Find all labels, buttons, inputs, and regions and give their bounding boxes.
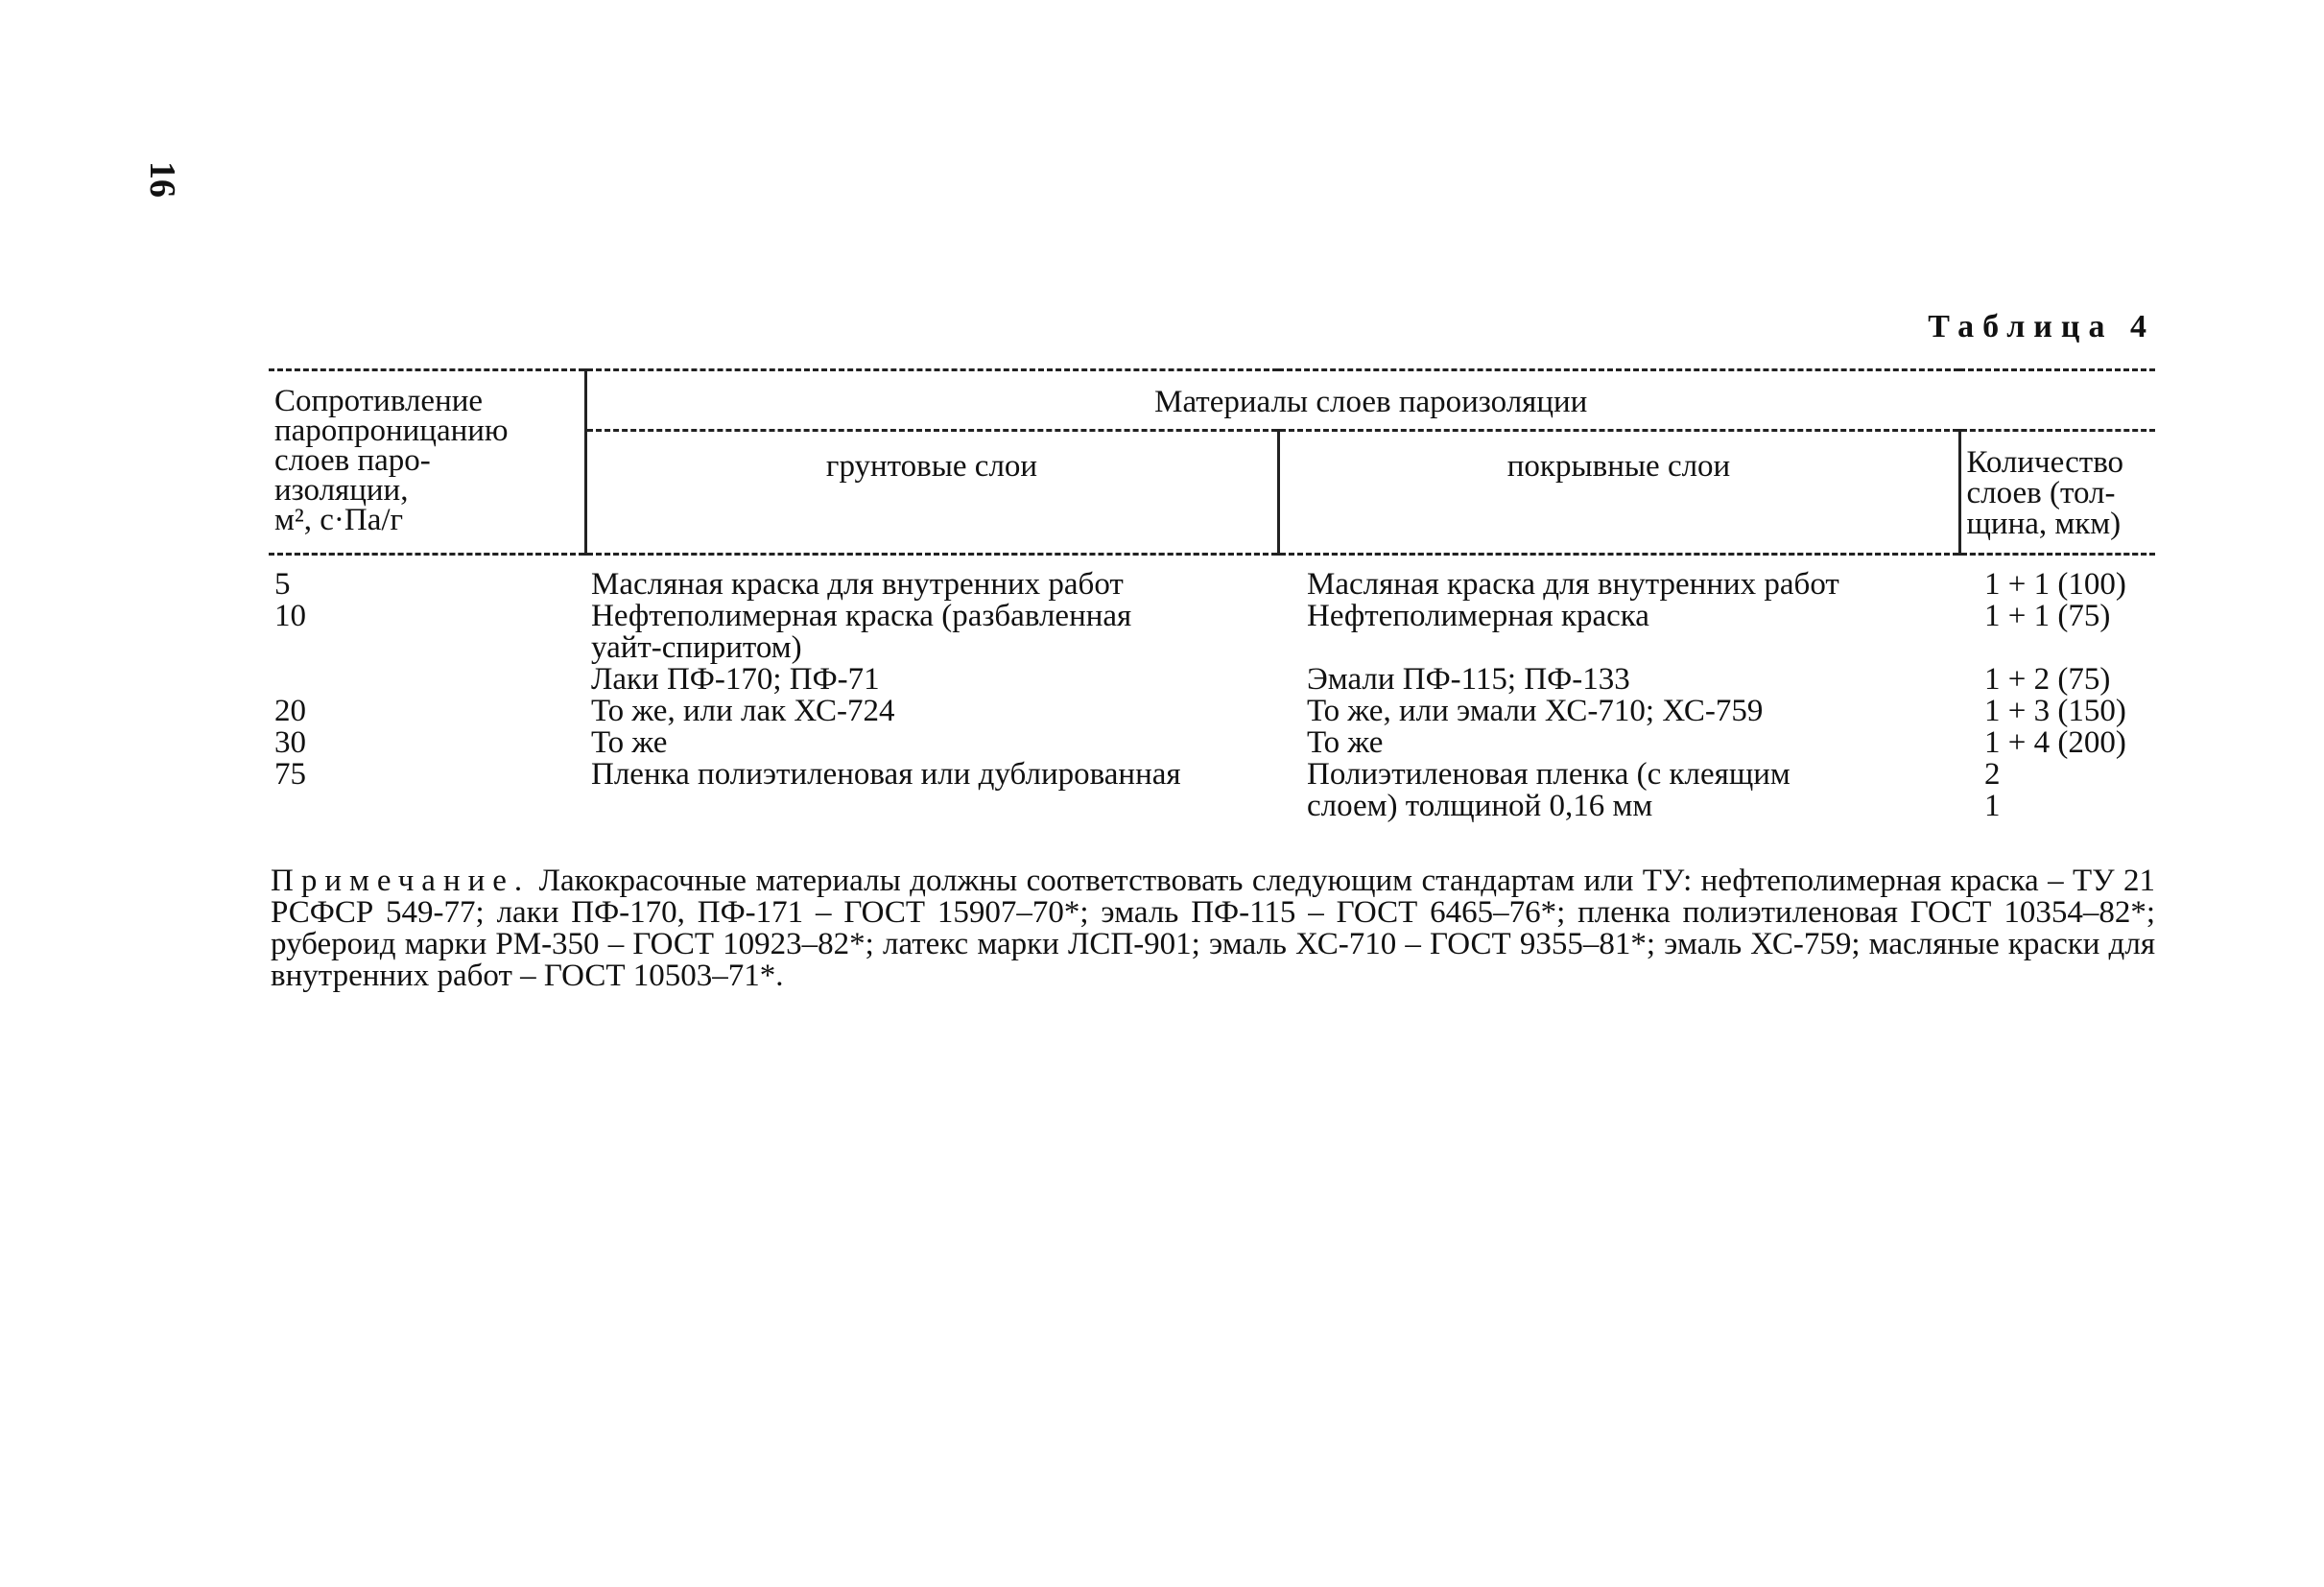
header-resistance-line: паропроницанию: [274, 414, 509, 448]
table-row: [269, 696, 2155, 727]
table-row: [269, 555, 2155, 602]
header-materials-group: Материалы слоев пароизоляции: [585, 370, 2155, 431]
cell-primer: То же, или лак ХС-724: [591, 694, 895, 728]
header-layer-count-line: слоев (тол-: [1966, 476, 2116, 510]
cell-cover: Нефтеполимерная краска: [1307, 599, 1649, 633]
table-label: Таблица 4: [1928, 309, 2155, 344]
cell-resistance: 30: [274, 725, 306, 760]
table-header: [269, 370, 2155, 555]
vapor-barrier-table: [269, 368, 2155, 822]
cell-cover: Эмали ПФ-115; ПФ-133: [1307, 662, 1630, 697]
cell-resistance: 75: [274, 757, 306, 792]
table-row: [269, 664, 2155, 696]
cell-count: 1: [1984, 789, 2001, 823]
cell-cover: Полиэтиленовая пленка (с клеящим: [1307, 757, 1790, 792]
cell-primer: Лаки ПФ-170; ПФ-71: [591, 662, 880, 697]
cell-cover: слоем) толщиной 0,16 мм: [1307, 789, 1653, 823]
cell-count: 1 + 3 (150): [1984, 694, 2126, 728]
cell-count: 1 + 1 (75): [1984, 599, 2111, 633]
table-row: [269, 727, 2155, 759]
header-resistance-line: м², с·Па/г: [274, 503, 404, 537]
header-resistance-line: слоев паро-: [274, 443, 431, 478]
cell-resistance: 10: [274, 599, 306, 633]
table-row: [269, 759, 2155, 791]
header-cover-layers: покрывные слои: [1278, 431, 1959, 555]
cell-cover: То же, или эмали ХС-710; ХС-759: [1307, 694, 1764, 728]
table-note: [271, 865, 2155, 992]
cell-resistance: 20: [274, 694, 306, 728]
note-text: Лакокрасочные материалы должны соответствовать следующим стандартам или ТУ: нефтеполимерная краска – ТУ 21 РСФСР 549-77; лаки ПФ-170, ПФ-171 – ГОСТ 15907–70*; эмаль ПФ-115 – ГОСТ 6465–76*; пленка полиэтиленовая ГОСТ 10354–82*; рубероид марки РМ-350 – ГОСТ 10923–82*; латекс марки ЛСП-901; эмаль ХС-710 – ГОСТ 9355–81*; эмаль ХС-759; масляные краски для внутренних работ – ГОСТ 10503–71*.: [271, 864, 2155, 993]
cell-resistance: [269, 791, 585, 822]
cell-cover: [1278, 632, 1959, 664]
page-number: 16: [142, 161, 182, 198]
header-layer-count-line: Количество: [1966, 445, 2124, 480]
table-row: [269, 601, 2155, 632]
cell-resistance: 5: [274, 567, 291, 602]
cell-cover: То же: [1307, 725, 1384, 760]
header-primer-layers: грунтовые слои: [585, 431, 1278, 555]
header-resistance: [269, 370, 585, 555]
note-lead: Примечание.: [271, 864, 531, 898]
cell-primer: То же: [591, 725, 668, 760]
cell-count: 1 + 4 (200): [1984, 725, 2126, 760]
cell-count: [1959, 632, 2155, 664]
cell-primer: [585, 791, 1278, 822]
cell-primer: Масляная краска для внутренних работ: [591, 567, 1124, 602]
table-row: [269, 791, 2155, 822]
table-body: [269, 555, 2155, 823]
cell-count: 2: [1984, 757, 2001, 792]
cell-count: 1 + 2 (75): [1984, 662, 2111, 697]
cell-cover: Масляная краска для внутренних работ: [1307, 567, 1839, 602]
cell-count: 1 + 1 (100): [1984, 567, 2126, 602]
cell-primer: Пленка полиэтиленовая или дублированная: [591, 757, 1181, 792]
cell-primer: уайт-спиритом): [591, 630, 802, 665]
header-layer-count-line: щина, мкм): [1966, 507, 2122, 541]
header-resistance-line: изоляции,: [274, 473, 409, 508]
cell-resistance: [269, 632, 585, 664]
cell-resistance: [269, 664, 585, 696]
cell-primer: Нефтеполимерная краска (разбавленная: [591, 599, 1132, 633]
header-resistance-line: Сопротивление: [274, 384, 484, 418]
table-container: [269, 368, 2155, 822]
table-row: [269, 632, 2155, 664]
header-layer-count: [1959, 431, 2155, 555]
